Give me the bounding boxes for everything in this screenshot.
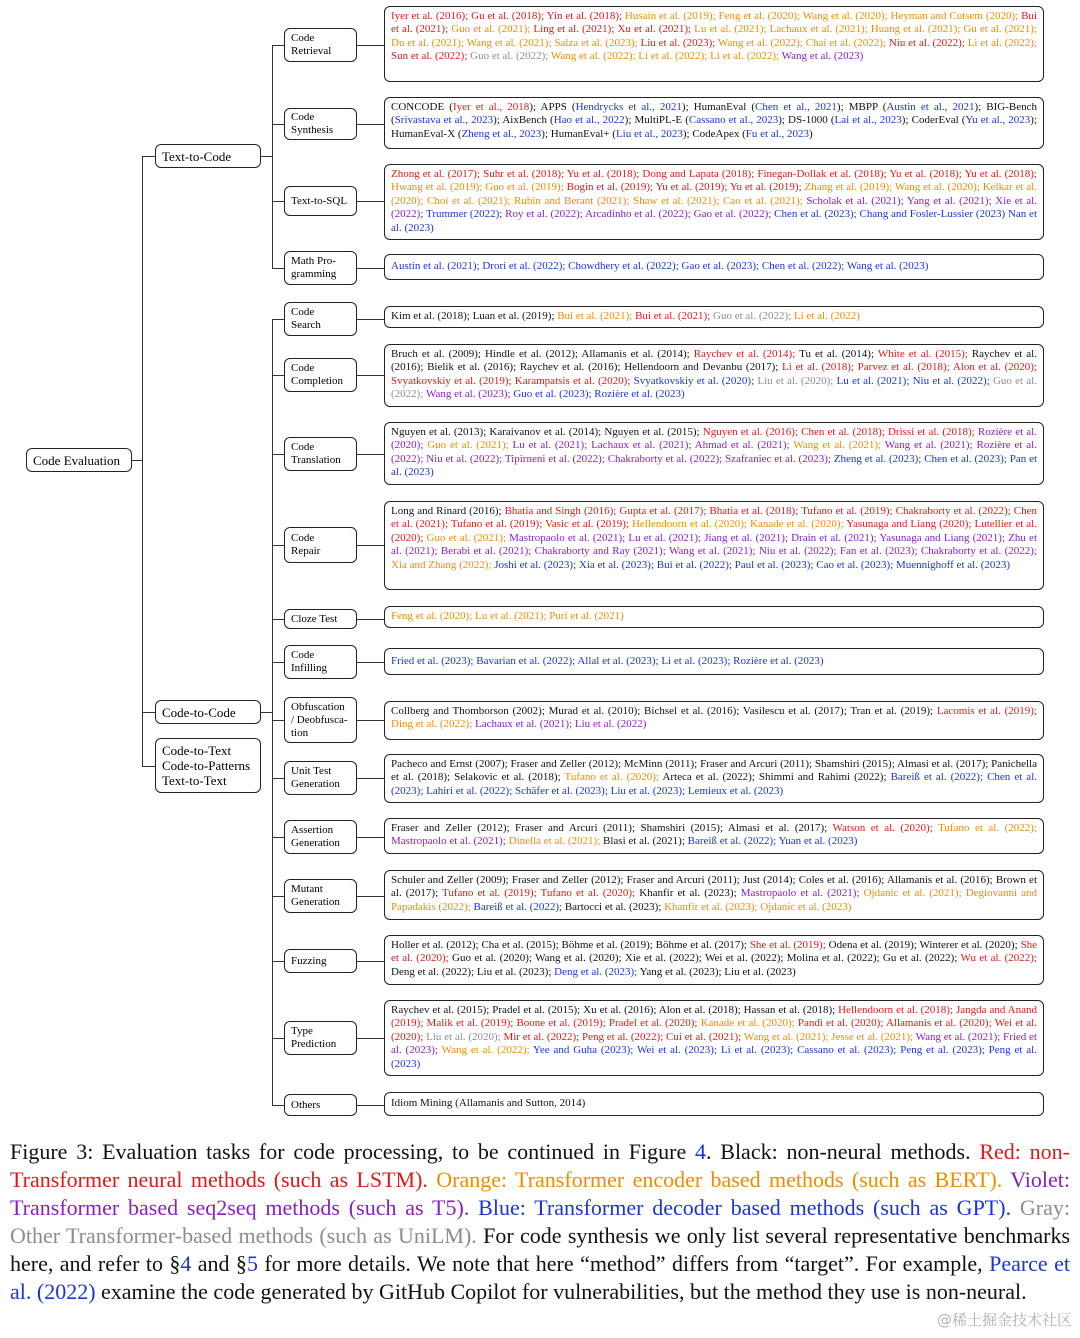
task-label: gramming — [291, 268, 337, 280]
leaf-connector — [357, 961, 384, 962]
leaf-connector — [357, 1105, 384, 1106]
citation-segment: ); BIG-Bench ( — [391, 101, 1037, 127]
citation-segment: Raychev et al. (2014); — [693, 348, 800, 360]
citation-text — [391, 168, 1037, 234]
task-connector — [272, 778, 284, 779]
task-connector — [272, 961, 284, 962]
citation-segment: Nguyen et al. (2016); Chen et al. (2018); Drissi et al. (2018); — [702, 426, 978, 438]
citation-segment: Khanfir et al. (2023); Ojdanic et al. (2023) — [664, 900, 852, 913]
citation-segment: Hwang et al. (2019); Guo et al. (2019); — [391, 181, 567, 194]
citation-segment: Deng et al. (2022); Liu et al. (2023); — [391, 965, 555, 978]
task-label: Retrieval — [291, 45, 332, 57]
citation-box — [384, 606, 1044, 628]
citation-segment: Sun et al. (2022); — [391, 50, 471, 63]
citation-segment: Pacheco and Ernst (2007); Fraser and Zeller (2012); McMinn (2011); Fraser and Arcuri (2011); Shamshiri (2015); Almasi et al. (2017); Panichella et al. (2018); Selakovic et al. (2018); — [391, 758, 1037, 784]
caption-segment: Violet: Transformer based seq2seq methods (such as T5). — [10, 1167, 1071, 1220]
citation-segment: ) — [809, 127, 813, 140]
citation-box — [384, 97, 1044, 149]
task-connector — [272, 45, 284, 46]
citation-segment: ); CodeApex ( — [682, 127, 746, 140]
citation-segment: Tufano et al. (2019); Tufano et al. (2020); — [442, 887, 640, 900]
branch-label: Text-to-Code — [162, 148, 232, 164]
branch-node — [155, 144, 261, 168]
citation-segment: Bogin et al. (2019); Yu et al. (2019); Yu et al. (2019); — [566, 181, 805, 194]
citation-segment: Odena et al. (2019); Winterer et al. (2020); — [828, 939, 1021, 951]
citation-segment: Svyatkovskiy et al. (2020); — [633, 374, 758, 387]
task-label: Mutant — [291, 883, 323, 895]
citation-text — [391, 260, 928, 273]
citation-box — [384, 501, 1044, 590]
citation-box — [384, 870, 1044, 920]
root-node — [26, 448, 132, 472]
citation-segment: Fraser and Zeller (2012); Fraser and Arcuri (2011); Shamshiri (2015); Almasi et al. (2017); — [391, 822, 833, 834]
citation-segment: Yang et al. (2023); Liu et al. (2023) — [639, 965, 796, 978]
task-node — [284, 879, 357, 913]
caption-segment: Gray: Other Transformer-based methods (such as UniLM). — [10, 1195, 1070, 1248]
citation-segment: Guo et al. (2022); — [391, 374, 1037, 401]
task-connector — [272, 375, 284, 376]
figure-caption — [10, 1138, 1070, 1306]
citation-segment: CONCODE ( — [391, 101, 453, 113]
citation-segment: Tu et al. (2014); — [799, 348, 878, 360]
citation-segment: Wang et al. (2022); — [441, 1044, 534, 1057]
citation-segment: Austin et al. (2021); Drori et al. (2022); Chowdhery et al. (2022); Gao et al. (2023); Chen et al. (2022); Wang et al. (2023) — [391, 260, 929, 273]
citation-segment: ); DS-1000 ( — [778, 114, 835, 127]
citation-segment: Austin et al., 2021 — [886, 101, 975, 113]
citation-segment: Fu et al., 2023 — [745, 127, 810, 140]
citation-segment: Chen et al., 2021 — [755, 101, 837, 113]
leaf-connector — [357, 896, 384, 897]
task-label: Cloze Test — [291, 612, 338, 625]
task-label: Fuzzing — [291, 954, 327, 967]
leaf-connector — [357, 454, 384, 455]
branch-label: Code-to-Patterns — [162, 758, 251, 773]
citation-segment: Hellendoorn et al. (2018); Jangda and Anand (2019); Malik et al. (2019); Boone et al. (2019); Pradel et al. (2020); — [391, 1004, 1037, 1030]
caption-segment: . Black: non-neural methods. — [706, 1139, 980, 1164]
citation-box — [384, 422, 1044, 485]
citation-segment: Iyer et al. (2016); Gu et al. (2018); Yin et al. (2018); — [391, 10, 625, 22]
citation-segment: Bartocci et al. (2023); — [564, 900, 665, 913]
citation-segment: Niu et al. (2022); — [888, 36, 968, 49]
citation-segment: Wang et al. (2021); — [793, 439, 885, 452]
task-node — [284, 1094, 357, 1116]
citation-segment: Blasi et al. (2021); — [603, 835, 688, 848]
citation-segment: Hendrycks et al., 2021 — [575, 101, 682, 113]
task-connector — [272, 619, 284, 620]
citation-segment: Watson et al. (2020); — [832, 822, 939, 834]
task-label: Generation — [291, 837, 340, 849]
task-node — [284, 358, 357, 392]
task-label: Code — [291, 532, 315, 544]
leaf-connector — [357, 319, 384, 320]
citation-segment: Mastropaolo et al. (2021); — [391, 835, 509, 848]
citation-segment: Yee and Guha (2023); Wei et al. (2023); Li et al. (2023); Cassano et al. (2023); Peng et al. (2023); Peng et al. (2023) — [391, 1044, 1037, 1070]
leaf-connector — [357, 837, 384, 838]
citation-segment: Raychev et al. (2015); Pradel et al. (2015); Xu et al. (2016); Alon et al. (2018); Hassan et al. (2018); — [391, 1004, 839, 1016]
task-connector — [272, 720, 284, 721]
leaf-connector — [357, 1038, 384, 1039]
citation-segment: Schuler and Zeller (2009); Fraser and Zeller (2012); Fraser and Arcuri (2011); Just (2014); Coles et al. (2016); Allamanis et al. (2016); Brown et al. (2017); — [391, 874, 1037, 900]
task-node — [284, 645, 357, 679]
task-node — [284, 437, 357, 471]
branch-node — [155, 700, 261, 724]
citation-segment: Hellendoorn et al. (2020); Kanade et al. (2020); — [631, 518, 847, 531]
branch-to-tasks — [261, 712, 272, 713]
citation-segment: ); HumanEval-X ( — [391, 114, 1038, 140]
citation-segment: ); HumanEval+ ( — [541, 127, 616, 140]
leaf-connector — [357, 619, 384, 620]
citation-segment: Mastropaolo et al. (2021); — [740, 887, 864, 900]
citation-segment: Kanade et al. (2020); — [700, 1017, 798, 1030]
task-label: Code — [291, 306, 315, 318]
citation-segment: White et al. (2015); — [877, 348, 972, 360]
citation-segment: Liu et al. (2020); — [757, 374, 837, 387]
branch-connector — [142, 156, 155, 157]
citation-segment: Long and Rinard (2016); — [391, 505, 505, 517]
citation-segment: ); HumanEval ( — [681, 101, 756, 113]
task-label: Translation — [291, 454, 341, 466]
caption-segment: 4 — [180, 1251, 192, 1276]
citation-box — [384, 306, 1044, 328]
citation-segment: Liu et al. (2023); — [640, 36, 718, 49]
task-label: / Deobfusca- — [291, 713, 348, 726]
citation-segment: Liu et al., 2023 — [615, 127, 683, 140]
citation-segment: Mastropaolo et al. (2021); Lu et al. (2021); Jiang et al. (2021); Drain et al. (2021); Yasunaga and Liang (2021); Zhu et al. (2021); Berabi et al. (2021); Chakraborty and Ray (2021); Wang et al. (2021); Niu et al. (2022); Fan et al. (2023); Chakraborty et al. (2022); — [391, 531, 1037, 558]
task-label: Text-to-SQL — [291, 194, 348, 207]
task-trunk — [272, 45, 273, 269]
citation-segment: Guo et al. (2021); — [427, 439, 513, 452]
citation-segment: Dinella et al. (2021); — [508, 835, 604, 848]
caption-segment: Orange: Transformer encoder based methods (such as BERT). — [436, 1167, 1011, 1192]
task-node — [284, 609, 357, 629]
citation-segment: Wang et al. (2022); Chai et al. (2022); — [717, 36, 889, 49]
citation-text — [391, 1097, 585, 1110]
citation-segment: Tufano et al. (2022); — [938, 822, 1038, 834]
citation-segment: Guo et al. (2020); Wang et al. (2020); Xie et al. (2022); Wei et al. (2022); Molina et al. (2022); Gu et al. (2022); — [452, 952, 961, 965]
task-label: Code — [291, 32, 315, 44]
task-label: Type — [291, 1025, 313, 1037]
watermark: @稀土掘金技术社区 — [936, 1311, 1072, 1329]
task-node — [284, 251, 357, 285]
citation-segment: Bareiß et al. (2022); — [473, 900, 565, 913]
task-label: Completion — [291, 375, 343, 387]
citation-segment: Trummer (2022); — [425, 208, 506, 221]
citation-text — [391, 758, 1037, 797]
citation-segment: Lu et al. (2021); Lachaux et al. (2021); Huang et al. (2021); Gu et al. (2021); Du et al. (2021); Wang et al. (2021); Salza et al. (2023); — [391, 23, 1037, 49]
task-node — [284, 820, 357, 854]
citation-segment: Xia and Zhang (2022); — [391, 558, 495, 571]
citation-segment: Fried et al. (2023); Bavarian et al. (2022); Allal et al. (2023); Li et al. (2023); Rozière et al. (2023) — [391, 654, 824, 667]
citation-segment: Zhong et al. (2017); Suhr et al. (2018); Yu et al. (2018); Dong and Lapata (2018); Finegan-Dollak et al. (2018); Yu et al. (2018); Yu et al. (2018); — [391, 168, 1037, 180]
citation-segment: Bareiß et al. (2022); Chen et al. (2023); Lahiri et al. (2022); Schäfer et al. (2023); Liu et al. (2023); Lemieux et al. (2023) — [391, 771, 1037, 797]
task-connector — [272, 319, 284, 320]
task-label: Generation — [291, 778, 340, 790]
citation-text — [391, 705, 1037, 730]
task-label: Infilling — [291, 662, 328, 674]
citation-segment: Wang et al. (2021); Jesse et al. (2021); — [743, 1030, 916, 1043]
task-connector — [272, 201, 284, 202]
citation-box — [384, 1092, 1044, 1116]
citation-segment: Kim et al. (2018); Luan et al. (2019); — [391, 310, 558, 323]
task-trunk — [272, 319, 273, 1106]
citation-box — [384, 754, 1044, 803]
citation-segment: Lai et al., 2023 — [834, 114, 902, 127]
task-connector — [272, 1105, 284, 1106]
root-connector — [132, 460, 142, 461]
citation-segment: Zhang et al. (2019); Wang et al. (2020); Kelkar et al. (2020); Choi et al. (2021); Rubin and Berant (2021); Shaw et al. (2021); Cao et al. (2021); — [391, 181, 1037, 207]
caption-segment: and § — [191, 1251, 247, 1276]
citation-segment: Wang et al. (2022); Li et al. (2022); Li et al. (2022); — [550, 50, 782, 63]
branch-label: Text-to-Text — [162, 773, 227, 788]
branch-label: Code-to-Code — [162, 704, 236, 720]
citation-box — [384, 254, 1044, 280]
leaf-connector — [357, 45, 384, 46]
task-label: Repair — [291, 545, 321, 557]
root-trunk — [142, 156, 143, 767]
caption-segment: Pearce et al. (2022) — [10, 1251, 1070, 1304]
task-node — [284, 108, 357, 140]
task-connector — [272, 454, 284, 455]
citation-text — [391, 822, 1037, 847]
task-label: tion — [291, 726, 309, 739]
leaf-connector — [357, 375, 384, 376]
citation-text — [391, 874, 1037, 913]
citation-segment: Ling et al. (2021); Xu et al. (2021); — [533, 23, 695, 36]
citation-text — [391, 348, 1037, 400]
citation-segment: She et al. (2020); — [391, 939, 1037, 965]
caption-segment: for more details. We note that here “method” differs from “target”. For example, — [257, 1251, 990, 1276]
citation-segment: ); APPS ( — [529, 101, 576, 113]
task-connector — [272, 1038, 284, 1039]
task-node — [284, 28, 357, 62]
citation-segment: Pandi et al. (2020); Allamanis et al. (2020); Wei et al. (2020); — [391, 1017, 1037, 1043]
task-label: Unit Test — [291, 765, 332, 777]
task-label: Generation — [291, 896, 340, 908]
task-label: Search — [291, 319, 321, 331]
citation-segment: Idiom Mining (Allamanis and Sutton, 2014) — [391, 1097, 586, 1110]
citation-text — [391, 655, 824, 668]
citation-segment: Lacomis et al. (2019); — [936, 705, 1037, 717]
citation-segment: Bhatia and Singh (2016); Gupta et al. (2017); Bhatia et al. (2018); Tufano et al. (2019); Chakraborty et al. (2022); Chen et al. (2021); Tufano et al. (2019); Vasic et al. (2019); — [391, 505, 1037, 531]
task-connector — [272, 837, 284, 838]
citation-segment: Cassano et al., 2023 — [688, 114, 779, 127]
task-label: Prediction — [291, 1038, 337, 1050]
citation-text — [391, 310, 860, 323]
branch-node — [155, 738, 261, 793]
task-node — [284, 697, 357, 743]
leaf-connector — [357, 268, 384, 269]
task-label: Math Pro- — [291, 255, 336, 267]
citation-segment: Wang et al. (2023); — [425, 388, 514, 401]
task-label: Assertion — [291, 824, 334, 836]
citation-segment: Wu et al. (2022); — [960, 952, 1037, 965]
citation-segment: Husain et al. (2019); Feng et al. (2020); Wang et al. (2020); Heyman and Cutsem (2020); — [624, 10, 1022, 22]
citation-segment: Rozière et al. (2020); — [391, 426, 1037, 452]
citation-segment: Bruch et al. (2009); Hindle et al. (2012); Allamanis et al. (2014); — [391, 348, 694, 360]
citation-segment: Ojdanic et al. (2021); Degiovanni and Papadakis (2022); — [391, 887, 1038, 913]
task-connector — [272, 545, 284, 546]
citation-segment: Guo et al. (2022); — [713, 310, 794, 323]
citation-segment: Roy et al. (2022); Arcadinho et al. (2022); Gao et al. (2022); — [505, 208, 775, 221]
citation-segment: Nguyen et al. (2013); Karaivanov et al. (2014); Nguyen et al. (2015); — [391, 426, 703, 438]
citation-segment: Guo et al. (2021); — [451, 23, 534, 36]
task-label: Code — [291, 362, 315, 374]
task-label: Code — [291, 649, 315, 661]
citation-text — [391, 505, 1037, 571]
citation-segment: Wang et al. (2021); Fried et al. (2023); — [391, 1030, 1037, 1057]
leaf-connector — [357, 124, 384, 125]
citation-segment: ); AixBench ( — [493, 114, 554, 127]
task-node — [284, 186, 357, 216]
task-node — [284, 949, 357, 973]
citation-segment: Yasunaga and Liang (2020); Lutellier et al. (2020); — [391, 518, 1037, 544]
citation-segment: Bui et al. (2021); — [391, 10, 1037, 36]
citation-segment: Zheng et al., 2023 — [461, 127, 542, 140]
citation-segment: Bareiß et al. (2022); Yuan et al. (2023) — [687, 835, 858, 848]
task-node — [284, 302, 357, 336]
citation-segment: She et al. (2019); — [749, 939, 829, 951]
citation-segment: ); CoderEval ( — [901, 114, 966, 127]
citation-box — [384, 6, 1044, 82]
citation-segment: Mir et al. (2022); Peng et al. (2022); Cui et al. (2021); — [503, 1030, 744, 1043]
leaf-connector — [357, 778, 384, 779]
citation-segment: Bui et al. (2021); — [635, 310, 713, 323]
task-connector — [272, 662, 284, 663]
citation-segment: Scholak et al. (2021); Yang et al. (2021); Xie et al. (2022); — [391, 194, 1037, 221]
caption-segment: Figure 3: Evaluation tasks for code processing, to be continued in Figure — [10, 1139, 695, 1164]
leaf-connector — [357, 545, 384, 546]
citation-box — [384, 648, 1044, 675]
citation-segment: Collberg and Thomborson (2002); Murad et al. (2010); Bichsel et al. (2016); Vasilescu et al. (2017); Tran et al. (2019); — [391, 705, 937, 717]
root-label: Code Evaluation — [33, 452, 121, 468]
citation-box — [384, 1000, 1044, 1076]
citation-segment: Deng et al. (2023); — [554, 965, 640, 978]
task-label: Synthesis — [291, 124, 334, 136]
citation-segment: ); MultiPL-E ( — [624, 114, 689, 127]
citation-segment: Tufano et al. (2020); — [564, 771, 663, 784]
citation-segment: Guo et al. (2023); Rozière et al. (2023) — [513, 388, 685, 401]
citation-segment: Arteca et al. (2022); Shimmi and Rahimi (2022); — [662, 771, 891, 784]
citation-text — [391, 939, 1037, 978]
task-node — [284, 527, 357, 563]
task-connector — [272, 896, 284, 897]
leaf-connector — [357, 201, 384, 202]
task-label: Code — [291, 111, 315, 123]
citation-segment: Hao et al., 2022 — [553, 114, 625, 127]
leaf-connector — [357, 720, 384, 721]
citation-text — [391, 610, 624, 623]
citation-segment: Feng et al. (2020); Lu et al. (2021); Puri et al. (2021) — [391, 610, 624, 623]
task-label: Code — [291, 441, 315, 453]
branch-connector — [142, 766, 155, 767]
task-label: Others — [291, 1098, 321, 1111]
citation-segment: Joshi et al. (2023); Xia et al. (2023); Bui et al. (2022); Paul et al. (2023); Cao et al. (2023); Muennighoff et al. (2023) — [494, 558, 1011, 571]
citation-box — [384, 344, 1044, 407]
citation-segment: Khanfir et al. (2023); — [639, 887, 741, 900]
caption-segment: Blue: Transformer decoder based methods (such as GPT). — [478, 1195, 1020, 1220]
citation-segment: Lu et al. (2021); Niu et al. (2022); — [836, 374, 993, 387]
citation-segment: Lu et al. (2021); Lachaux et al. (2021); Ahmad et al. (2021); — [512, 439, 794, 452]
caption-segment: Red: non-Transformer neural methods (such as LSTM). — [10, 1139, 1070, 1192]
task-label: Obfuscation — [291, 700, 345, 713]
caption-segment: 4 — [695, 1139, 706, 1164]
branch-connector — [142, 712, 155, 713]
citation-text — [391, 101, 1037, 140]
task-connector — [272, 124, 284, 125]
citation-box — [384, 701, 1044, 740]
citation-segment: Srivastava et al., 2023 — [394, 114, 494, 127]
citation-segment: Liu et al. (2020); — [426, 1030, 504, 1043]
citation-segment: Lachaux et al. (2021); Liu et al. (2022) — [475, 718, 647, 731]
citation-text — [391, 1004, 1037, 1070]
citation-segment: Yu et al., 2023 — [965, 114, 1031, 127]
citation-box — [384, 164, 1044, 240]
citation-segment: Zheng et al. (2023); Chen et al. (2023); Pan et al. (2023) — [391, 452, 1038, 479]
branch-to-tasks — [261, 156, 272, 157]
leaf-connector — [357, 662, 384, 663]
task-node — [284, 761, 357, 795]
citation-segment: Ding et al. (2022); — [391, 718, 476, 731]
citation-box — [384, 935, 1044, 985]
task-connector — [272, 268, 284, 269]
caption-segment: 5 — [246, 1251, 258, 1276]
citation-segment: Raychev et al. (2016); Bielik et al. (2016); Raychev et al. (2016); Hellendoorn and Devanbu (2017); — [391, 348, 1037, 374]
caption-segment: For code synthesis we only list several representative benchmarks here, and refer to § — [10, 1223, 1071, 1276]
citation-text — [391, 426, 1037, 478]
citation-segment: Chen et al. (2023); Chang and Fosler-Lussier (2023) Nan et al. (2023) — [391, 208, 1037, 234]
citation-segment: Li et al. (2022) — [793, 310, 860, 323]
citation-segment: Guo et al. (2022); — [470, 50, 551, 63]
citation-box — [384, 818, 1044, 854]
citation-text — [391, 10, 1037, 62]
task-node — [284, 1021, 357, 1055]
citation-segment: Li et al. (2018); Parvez et al. (2018); Alon et al. (2020); Svyatkovskiy et al. (2019); Karampatsis et al. (2020); — [391, 361, 1037, 387]
citation-segment: Li et al. (2022); — [967, 36, 1037, 49]
citation-segment: Guo et al. (2021); — [426, 531, 510, 544]
citation-segment: Bui et al. (2021); — [557, 310, 636, 323]
citation-segment: Iyer et al., 2018 — [452, 101, 530, 113]
citation-segment: ); MBPP ( — [836, 101, 887, 113]
branch-label: Code-to-Text — [162, 743, 232, 758]
citation-segment: Wang et al. (2021); Rozière et al. (2022); Niu et al. (2022); Tipirneni et al. (2022); Chakraborty et al. (2022); Szafraniec et al. (2023); — [391, 439, 1037, 465]
citation-segment: Wang et al. (2023) — [781, 50, 864, 63]
citation-segment: Holler et al. (2012); Cha et al. (2015); Böhme et al. (2019); Böhme et al. (2017); — [391, 939, 750, 951]
caption-segment: examine the code generated by GitHub Copilot for vulnerabilities, but the method they use is non-neural. — [95, 1279, 1027, 1304]
